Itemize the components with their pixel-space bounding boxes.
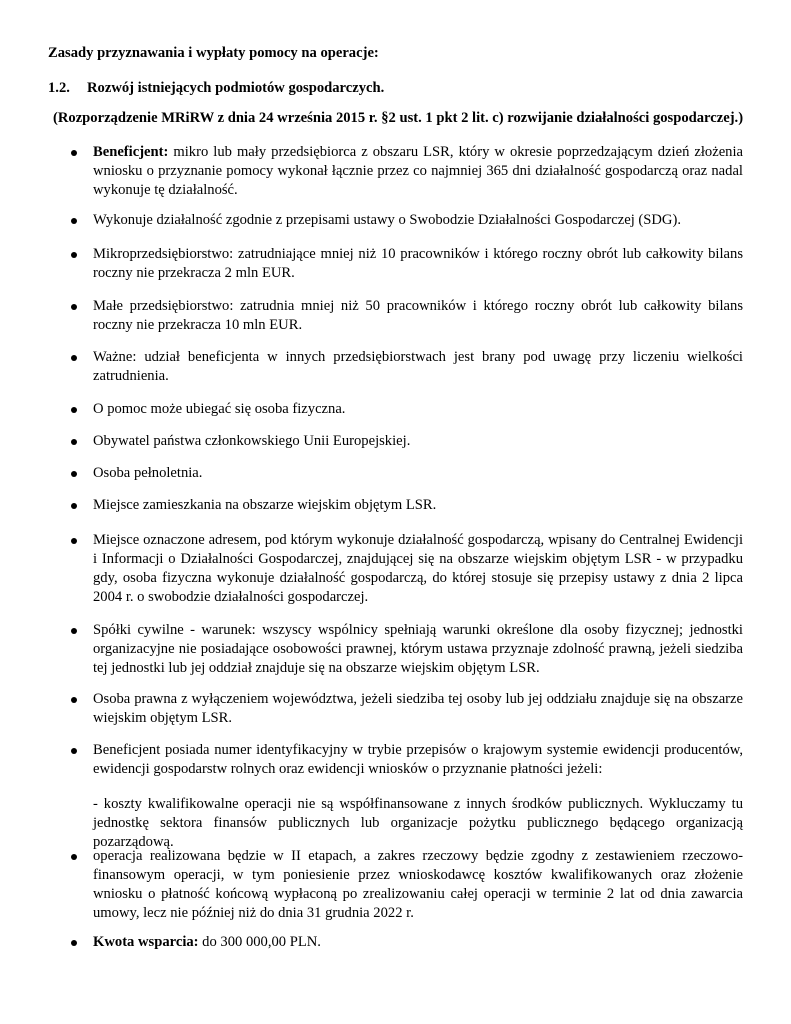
list-item: Małe przedsiębiorstwo: zatrudnia mniej niż 50 pracowników i którego roczny obrót lub całkowity bilans roczny nie przekracza 10 mln EUR. — [93, 298, 743, 333]
list-item: Wykonuje działalność zgodnie z przepisami ustawy o Swobodzie Działalności Gospodarczej (SDG). — [93, 211, 743, 230]
list-item: Mikroprzedsiębiorstwo: zatrudniające mniej niż 10 pracowników i którego roczny obrót lub całkowity bilans roczny nie przekracza 2 mln EUR. — [93, 246, 743, 281]
list-item-beneficiary — [93, 143, 743, 200]
list-item: operacja realizowana będzie w II etapach, a zakres rzeczowy będzie zgodny z zestawieniem rzeczowo-finansowym operacji, w tym poniesienie przez wnioskodawcę kosztów kwalifikowanych oraz złożenie wniosku o płatność końcową wypłaconą po zrealizowaniu całej operacji w terminie 2 lat od dnia zawarcia umowy, lecz nie później niż do dnia 31 grudnia 2022 r. — [93, 848, 743, 921]
list-item: Spółki cywilne - warunek: wszyscy wspólnicy spełniają warunki określone dla osoby fizycznej; jednostki organizacyjne nie posiadające osobowości prawnej, którym ustawa przyznaje zdolność prawną, jeżeli siedziba tej jednostki lub jej oddział znajduje się na obszarze wiejskim objętym LSR. — [93, 622, 743, 676]
section-heading — [48, 79, 384, 98]
list-item: Ważne: udział beneficjenta w innych przedsiębiorstwach jest brany pod uwagę przy liczeniu wielkości zatrudnienia. — [93, 349, 743, 384]
regulation-reference: (Rozporządzenie MRiRW z dnia 24 września 2015 r. §2 ust. 1 pkt 2 lit. c) rozwijanie działalności gospodarczej.) — [53, 110, 744, 126]
item-text: do 300 000,00 PLN. — [198, 934, 321, 950]
section-number: 1.2. — [48, 80, 70, 96]
list-item: Obywatel państwa członkowskiego Unii Europejskiej. — [93, 432, 743, 451]
list-item: Beneficjent posiada numer identyfikacyjny w trybie przepisów o krajowym systemie ewidencji producentów, ewidencji gospodarstw rolnych oraz ewidencji wniosków o przyznanie płatności jeżeli: — [93, 742, 743, 777]
list-item-support-amount — [93, 933, 743, 952]
item-label: Kwota wsparcia: — [93, 934, 199, 950]
list-item: Osoba prawna z wyłączeniem województwa, jeżeli siedziba tej osoby lub jej oddziału znajduje się na obszarze wiejskim objętym LSR. — [93, 691, 743, 726]
list-item: Miejsce oznaczone adresem, pod którym wykonuje działalność gospodarczą, wpisany do Centralnej Ewidencji i Informacji o Działalności Gospodarczej, znajdującej się na obszarze wiejskim objętym LSR - w przypadku gdy, osoba fizyczna wykonuje działalność gospodarczą, do której stosuje się przepisy ustawy z dnia 2 lipca 2004 r. o swobodzie działalności gospodarczej. — [93, 532, 743, 605]
item-text: mikro lub mały przedsiębiorca z obszaru LSR, który w okresie poprzedzającym dzień złożenia wniosku o przyznanie pomocy wykonał łącznie przez co najmniej 365 dni działalność gospodarczą oraz nadal wykonuje tę działalność. — [93, 144, 743, 198]
subparagraph: - koszty kwalifikowalne operacji nie są współfinansowane z innych środków publicznych. Wykluczamy tu jednostkę sektora finansów publicznych lub organizacje pożytku publicznego będącego organizacją pozarządową. — [93, 796, 743, 850]
document-heading: Zasady przyznawania i wypłaty pomocy na operacje: — [48, 45, 379, 61]
list-item: O pomoc może ubiegać się osoba fizyczna. — [93, 400, 743, 419]
item-label: Beneficjent: — [93, 144, 169, 160]
section-title: Rozwój istniejących podmiotów gospodarczych. — [87, 80, 385, 96]
list-item: Miejsce zamieszkania na obszarze wiejskim objętym LSR. — [93, 496, 743, 515]
list-item: Osoba pełnoletnia. — [93, 464, 743, 483]
